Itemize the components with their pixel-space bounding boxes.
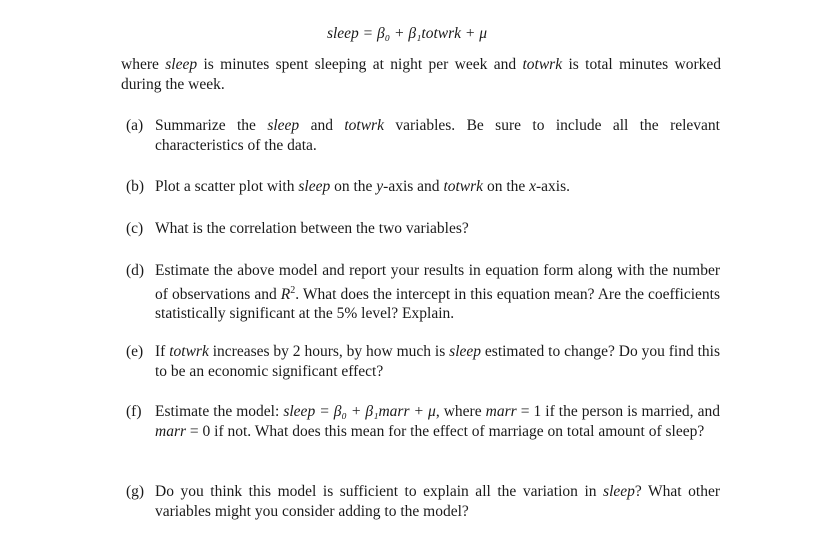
question-d <box>126 261 720 324</box>
model-equation <box>0 24 814 44</box>
intro-text-3: is total minutes worked during the week. <box>121 56 722 93</box>
question-c <box>126 219 720 239</box>
question-text: What is the correlation between the two variables? <box>155 220 469 237</box>
question-text: Estimate the above model and report your results in equation form along with the number of observations and $R^2$. What does the intercept in this equation mean? Are the coefficients statistically significant at the 5% level? Explain. <box>155 262 721 323</box>
question-text: Do you think this model is sufficient to explain all the variation in sleep? What other variables might you consider adding to the model? <box>155 483 720 520</box>
question-text: Estimate the model: sleep = β₀ + β₁marr + μ, where marr = 1 if the person is married, and marr = 0 if not. What does this mean for the effect of marriage on total amount of sleep? <box>155 403 720 440</box>
question-g <box>126 482 720 521</box>
question-e <box>126 342 720 381</box>
intro-text-2: is minutes spent sleeping at night per week and <box>197 56 523 73</box>
question-text: If totwrk increases by 2 hours, by how much is sleep estimated to change? Do you find this to be an economic significant effect? <box>155 343 720 380</box>
question-a <box>126 116 720 155</box>
question-text: Summarize the sleep and totwrk variables. Be sure to include all the relevant characteristics of the data. <box>155 117 720 154</box>
question-text: Plot a scatter plot with sleep on the y-axis and totwrk on the x-axis. <box>155 178 571 195</box>
intro-paragraph <box>121 55 721 94</box>
question-letter: (f) <box>126 403 142 420</box>
question-b <box>126 177 720 197</box>
question-letter: (a) <box>126 117 144 134</box>
question-letter: (c) <box>126 220 144 237</box>
intro-var-sleep: sleep <box>165 56 198 73</box>
question-letter: (d) <box>126 262 145 279</box>
equation-text: sleep = β₀ + β₁totwrk + μ <box>326 25 488 42</box>
question-letter: (g) <box>126 483 145 500</box>
intro-text-1: where <box>121 56 166 73</box>
question-letter: (e) <box>126 343 144 360</box>
question-f <box>126 402 720 441</box>
question-letter: (b) <box>126 178 145 195</box>
intro-var-totwrk: totwrk <box>522 56 563 73</box>
